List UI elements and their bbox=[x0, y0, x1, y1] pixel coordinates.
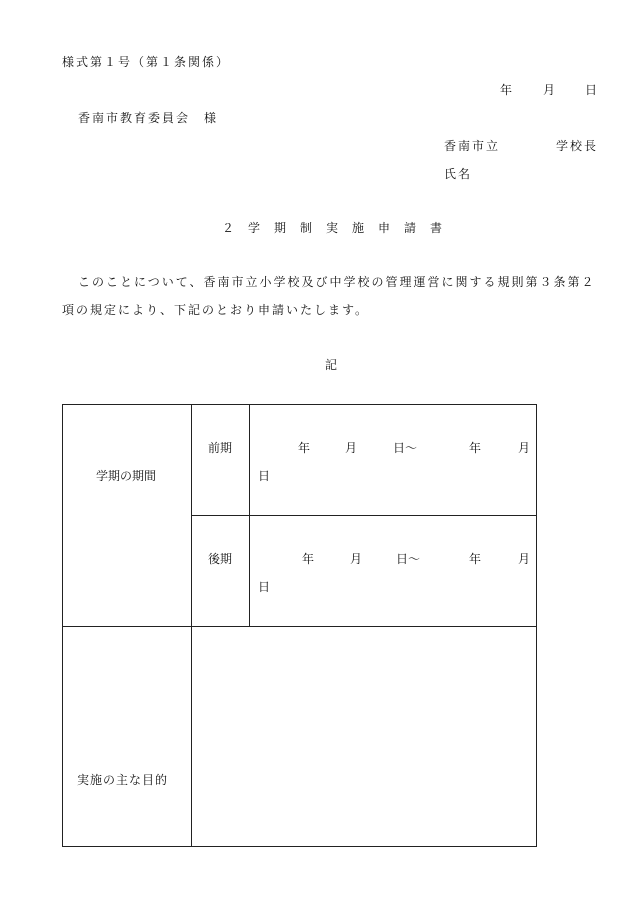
purpose-value-cell[interactable] bbox=[192, 627, 537, 847]
first-term-end-day-label: 日 bbox=[258, 469, 271, 483]
first-term-start-day-label: 日～ bbox=[393, 441, 418, 455]
first-term-start-year-label: 年 bbox=[298, 441, 311, 455]
first-term-label: 前期 bbox=[208, 441, 233, 455]
date-day-label: 日 bbox=[585, 83, 598, 97]
second-term-start-day-label: 日～ bbox=[396, 552, 421, 566]
document-title: ２学期制実施申請書 bbox=[222, 221, 457, 235]
body-paragraph-line-2: 項の規定により、下記のとおり申請いたします。 bbox=[62, 303, 370, 317]
second-term-label: 後期 bbox=[208, 552, 233, 566]
school-prefix: 香南市立 bbox=[444, 139, 501, 153]
application-table bbox=[62, 404, 537, 847]
date-year-label: 年 bbox=[500, 83, 513, 97]
second-term-start-month-label: 月 bbox=[350, 552, 363, 566]
first-term-label-cell bbox=[192, 405, 250, 516]
second-term-start-year-label: 年 bbox=[302, 552, 315, 566]
body-paragraph-line-1: このことについて、香南市立小学校及び中学校の管理運営に関する規則第３条第２ bbox=[78, 275, 596, 289]
first-term-start-month-label: 月 bbox=[345, 441, 358, 455]
form-number: 様式第１号（第１条関係） bbox=[62, 55, 231, 69]
addressee: 香南市教育委員会 様 bbox=[78, 111, 219, 125]
second-term-end-day-label: 日 bbox=[258, 580, 271, 594]
period-label: 学期の期間 bbox=[96, 469, 157, 483]
first-term-row bbox=[63, 405, 537, 516]
purpose-row bbox=[63, 627, 537, 847]
second-term-end-month-label: 月 bbox=[518, 552, 531, 566]
second-term-end-year-label: 年 bbox=[469, 552, 482, 566]
second-term-dates-cell[interactable] bbox=[250, 516, 537, 627]
applicant-name-label: 氏名 bbox=[444, 167, 473, 181]
second-term-label-cell bbox=[192, 516, 250, 627]
period-label-cell bbox=[63, 405, 192, 627]
date-month-label: 月 bbox=[543, 83, 556, 97]
purpose-label-cell bbox=[63, 627, 192, 847]
first-term-end-year-label: 年 bbox=[469, 441, 482, 455]
school-suffix: 学校長 bbox=[556, 139, 599, 153]
purpose-label: 実施の主な目的 bbox=[77, 773, 169, 787]
ki-heading: 記 bbox=[325, 358, 338, 372]
first-term-dates-cell[interactable] bbox=[250, 405, 537, 516]
first-term-end-month-label: 月 bbox=[518, 441, 531, 455]
